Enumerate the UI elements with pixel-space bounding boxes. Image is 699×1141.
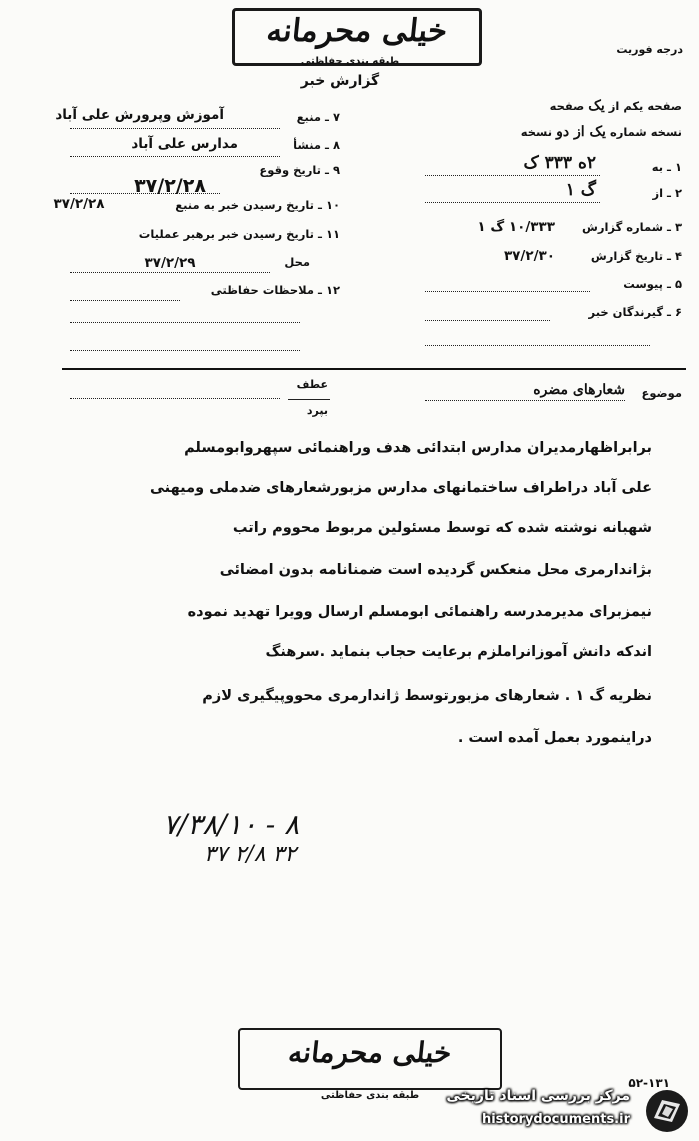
field-2-line	[425, 202, 600, 203]
field-11-label: ۱۱ ـ تاریخ رسیدن خبر برهبر عملیات	[138, 227, 340, 241]
field-3-label: ۳ ـ شماره گزارش	[581, 220, 682, 234]
field-1-label: ۱ ـ به	[651, 160, 682, 174]
field-6-label: ۶ ـ گیرندگان خبر	[588, 305, 682, 319]
field-12-label: ۱۲ ـ ملاحظات حفاظتی	[210, 283, 340, 297]
field-9-label: ۹ ـ تاریخ وقوع	[259, 163, 340, 177]
field-8-label: ۸ ـ منشأ	[293, 138, 340, 152]
reference-line	[70, 398, 280, 399]
reference-atf-label: عطف	[296, 378, 328, 391]
field-4-value: ۳۷/۲/۳۰	[503, 248, 555, 264]
field-1-line	[425, 175, 600, 176]
field-9-value: ۳۷/۲/۲۸	[134, 175, 206, 197]
body-line-7: نظریه گ ۱ . شعارهای مزبورتوسط ژاندارمری محووپیگیری لازم	[202, 688, 652, 704]
field-11-line	[70, 272, 270, 273]
field-8-value: مدارس علی آباد	[131, 136, 238, 152]
field-4-label: ۴ ـ تاریخ گزارش	[590, 249, 682, 263]
body-line-1: برابراظهارمدیران مدارس ابتدائی هدف وراهنمائی سپهروابومسلم	[184, 440, 652, 456]
handwritten-note-line-2: ۳۷ ۲/۸ ۳۲	[203, 842, 297, 867]
subject-label: موضوع	[641, 386, 682, 400]
field-1-value: ۲ه ۳۳۳ ک	[523, 153, 596, 173]
field-8-line	[70, 156, 280, 157]
field-10-label: ۱۰ ـ تاریخ رسیدن خبر به منبع	[175, 198, 340, 212]
header-dept-label: طبقه بندی حفاظتی	[300, 56, 400, 67]
section-divider	[62, 368, 686, 370]
field-7-label: ۷ ـ منبع	[296, 110, 340, 124]
field-7-line	[70, 128, 280, 129]
handwritten-note-line-1: ۷/۳۸/۱۰ - ۸	[162, 808, 300, 841]
bottom-stamp-text: خیلی محرمانه	[286, 1036, 454, 1069]
field-12-line-1	[70, 300, 180, 301]
body-line-2: علی آباد دراطراف ساختمانهای مدارس مزبورشعارهای ضدملی ومیهنی	[150, 480, 652, 496]
field-2-value: گ ۱	[565, 180, 596, 200]
page-count-field: صفحه یکم از یک صفحه	[549, 98, 682, 114]
field-2-label: ۲ ـ از	[652, 186, 682, 200]
page-code: ۵۲-۱۳۱	[628, 1076, 670, 1090]
body-line-6: اندکه دانش آموزانراملزم برعایت حجاب بنماید .سرهنگ	[265, 644, 652, 660]
subject-line	[425, 400, 625, 401]
field-11-value: ۳۷/۲/۲۹	[144, 255, 196, 271]
watermark-title: مرکز بررسی اسناد تاریخی	[446, 1088, 630, 1104]
field-9-line	[70, 193, 220, 194]
field-3-value: ۱۰/۳۳۳ گ ۱	[477, 219, 555, 235]
body-line-8: دراینمورد بعمل آمده است .	[457, 730, 652, 746]
reference-divider	[288, 399, 330, 400]
field-6-line-2	[425, 345, 650, 346]
field-12-line-3	[70, 350, 300, 351]
body-line-4: بژاندارمری محل منعکس گردیده است ضمنانامه بدون امضائی	[219, 562, 652, 578]
field-7-value: آموزش وپرورش علی آباد	[55, 107, 224, 123]
field-12-line-2	[70, 322, 300, 323]
subject-value: شعارهای مضره	[533, 382, 625, 398]
footer-dept-label: طبقه بندی حفاظتی	[320, 1090, 420, 1101]
field-11-place-label: محل	[284, 255, 310, 269]
report-title: گزارش خبر	[300, 73, 380, 89]
watermark	[400, 1086, 699, 1141]
copy-number-field: نسخه شماره یک از دو نسخه	[520, 124, 682, 140]
body-line-5: نیمزبرای مدیرمدرسه راهنمائی ابومسلم ارسال وویرا تهدید نموده	[187, 604, 652, 620]
reference-bord-label: بپرد	[306, 404, 328, 417]
bottom-classification-stamp	[238, 1028, 502, 1090]
urgency-grade-label: درجه فوریت	[616, 43, 683, 56]
field-10-value: ۳۷/۲/۲۸	[53, 196, 105, 212]
watermark-url: historydocuments.ir	[481, 1112, 630, 1127]
archive-logo-icon	[644, 1088, 690, 1134]
body-line-3: شهبانه نوشته شده که توسط مسئولین مربوط محووم راتب	[232, 520, 652, 536]
field-6-line-1	[425, 320, 550, 321]
field-5-label: ۵ ـ پیوست	[623, 277, 682, 291]
top-stamp-text: خیلی محرمانه	[264, 13, 450, 49]
field-5-line	[425, 291, 590, 292]
